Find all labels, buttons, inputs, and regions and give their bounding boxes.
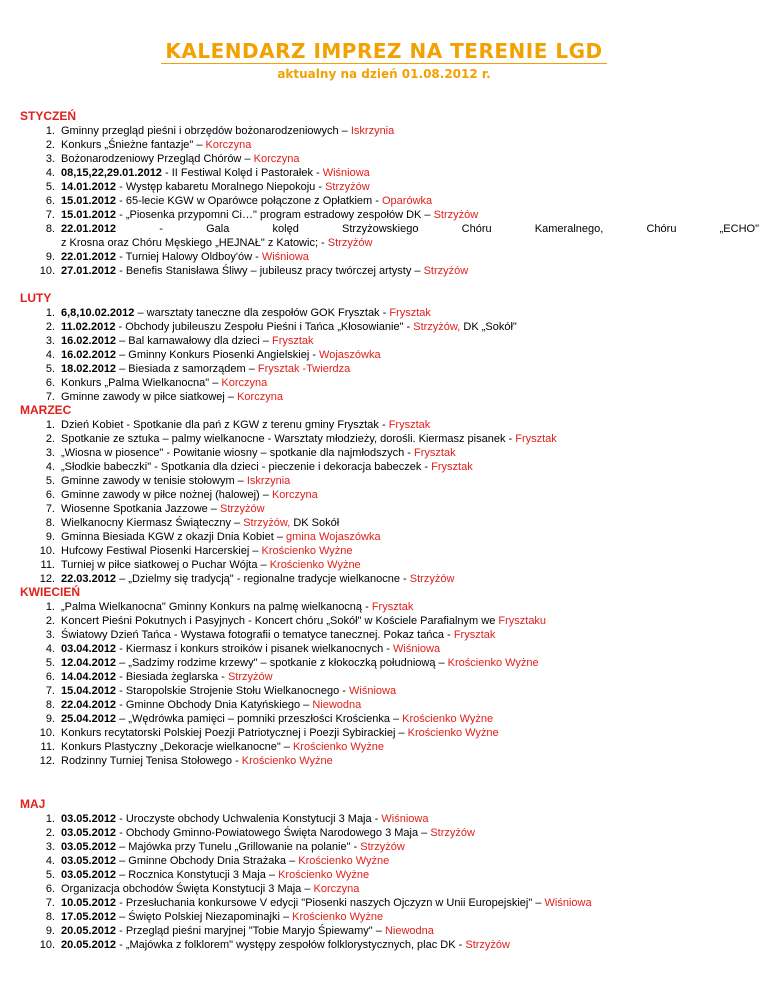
event-date: 22.01.2012	[61, 251, 117, 263]
event-text: Konkurs „Palma Wielkanocna" –	[61, 377, 222, 389]
event-text: – Bal karnawałowy dla dzieci –	[116, 335, 272, 347]
event-text: Konkurs recytatorski Polskiej Poezji Patriotycznej i Poezji Sybirackiej –	[61, 727, 408, 739]
event-number: 5.	[45, 181, 55, 193]
event-text: – „Wędrówka pamięci – pomniki przeszłości Krościenka –	[116, 713, 403, 725]
event-item	[20, 320, 759, 334]
event-date: 03.05.2012	[61, 841, 117, 853]
event-date: 15.01.2012	[61, 195, 117, 207]
event-date: 25.04.2012	[61, 713, 117, 725]
event-item	[20, 896, 759, 910]
event-item	[20, 812, 759, 826]
event-date: 20.05.2012	[61, 925, 117, 937]
event-extra: DK Sokół	[290, 517, 340, 529]
event-text: Gminne zawody w piłce siatkowej –	[61, 391, 238, 403]
event-text: - Benefis Stanisława Śliwy – jubileusz pracy twórczej artysty –	[116, 265, 424, 277]
event-date: 03.05.2012	[61, 827, 117, 839]
event-word: Kameralnego,	[534, 223, 604, 235]
event-number: 8.	[45, 911, 55, 923]
event-list	[20, 812, 759, 952]
event-text: – Gminny Konkurs Piosenki Angielskiej -	[116, 349, 320, 361]
event-item	[20, 840, 759, 854]
event-text: „Słodkie babeczki" - Spotkania dla dzieci - pieczenie i dekoracja babeczek -	[61, 461, 432, 473]
event-number: 9.	[45, 925, 55, 937]
event-item	[20, 446, 759, 460]
event-date: 11.02.2012	[61, 321, 116, 333]
event-text: Konkurs Plastyczny „Dekoracje wielkanocne" –	[61, 741, 293, 753]
event-place: Krościenko Wyżne	[278, 869, 370, 881]
document-subtitle: aktualny na dzień 01.08.2012 r.	[277, 67, 491, 81]
event-date: 22.03.2012	[61, 573, 117, 585]
event-text: Organizacja obchodów Święta Konstytucji 3 Maja –	[61, 883, 314, 895]
event-word: Strzyżowskiego	[342, 223, 419, 235]
event-number: 2.	[45, 321, 55, 333]
event-date: 16.02.2012	[61, 335, 117, 347]
event-number: 4.	[45, 855, 55, 867]
event-place: Wiśniowa	[261, 251, 309, 263]
event-item	[20, 124, 759, 138]
event-item	[20, 544, 759, 558]
event-place: Krościenko Wyżne	[241, 755, 333, 767]
event-place: Strzyżów	[465, 939, 510, 951]
month-section-marzec	[20, 402, 759, 586]
event-text: Rodzinny Turniej Tenisa Stołowego -	[61, 755, 242, 767]
event-text: Koncert Pieśni Pokutnych i Pasyjnych - Koncert chóru „Sokół" w Kościele Parafialnym we	[61, 615, 499, 627]
event-place: Krościenko Wyżne	[298, 855, 390, 867]
event-number: 10.	[39, 727, 55, 739]
event-number: 9.	[45, 531, 55, 543]
event-place: Strzyżów	[433, 209, 479, 221]
event-text: – Święto Polskiej Niezapominajki –	[116, 911, 293, 923]
event-number: 7.	[45, 897, 55, 909]
event-place: Strzyżów,	[413, 321, 461, 333]
event-number: 3.	[45, 447, 55, 459]
event-text: Gminna Biesiada KGW z okazji Dnia Kobiet –	[61, 531, 286, 543]
event-text: - Obchody jubileuszu Zespołu Pieśni i Tańca „Kłosowianie" -	[115, 321, 414, 333]
event-item	[20, 334, 759, 348]
event-number: 4.	[45, 167, 55, 179]
event-number: 3.	[45, 841, 55, 853]
event-date: 22.04.2012	[61, 699, 117, 711]
event-place: Korczyna	[313, 883, 360, 895]
event-number: 9.	[45, 713, 55, 725]
event-item	[20, 614, 759, 628]
event-item	[20, 754, 759, 768]
event-text: - Obchody Gminno-Powiatowego Święta Narodowego 3 Maja –	[116, 827, 431, 839]
event-text: - II Festiwal Kolęd i Pastorałek -	[161, 167, 323, 179]
event-text: - Biesiada żeglarska -	[116, 671, 228, 683]
event-date: 15.01.2012	[61, 209, 117, 221]
event-number: 11.	[40, 559, 55, 571]
event-place: gmina Wojaszówka	[286, 531, 381, 543]
event-number: 8.	[45, 699, 55, 711]
event-place: Frysztak	[389, 307, 431, 319]
event-place: Strzyżów	[219, 503, 265, 515]
event-number: 7.	[45, 685, 55, 697]
event-date: 22.01.2012	[61, 223, 117, 235]
event-number: 12.	[39, 755, 55, 767]
event-text: Wielkanocny Kiermasz Świąteczny –	[61, 517, 244, 529]
event-item	[20, 474, 759, 488]
event-extra: DK „Sokół"	[460, 321, 517, 333]
event-number: 6.	[45, 671, 55, 683]
event-date: 18.02.2012	[61, 363, 117, 375]
event-place: Strzyżów	[327, 237, 373, 249]
month-section-kwiecien	[20, 584, 759, 768]
event-place: Frysztak -Twierdza	[257, 363, 351, 375]
document-title: KALENDARZ IMPREZ NA TERENIE LGD	[161, 40, 606, 64]
event-item	[20, 516, 759, 530]
event-date: 03.05.2012	[61, 855, 117, 867]
event-place: Niewodna	[384, 925, 434, 937]
event-text: „Palma Wielkanocna" Gminny Konkurs na palmę wielkanocną -	[61, 601, 372, 613]
month-heading: MAJ	[20, 797, 46, 811]
event-word: Chóru	[461, 223, 492, 235]
event-number: 10.	[39, 939, 55, 951]
event-text: - 65-lecie KGW w Oparówce połączone z Opłatkiem -	[116, 195, 382, 207]
event-number: 2.	[45, 139, 55, 151]
event-date: 17.05.2012	[61, 911, 117, 923]
event-list	[20, 306, 759, 404]
month-section-styczen	[20, 108, 759, 278]
event-place: Niewodna	[312, 699, 362, 711]
event-number: 7.	[45, 503, 55, 515]
event-date: 27.01.2012	[61, 265, 117, 277]
event-place: Frysztak	[515, 433, 557, 445]
event-place: Strzyżów	[325, 181, 370, 193]
event-text: Gminny przegląd pieśni i obrzędów bożonarodzeniowych –	[61, 125, 351, 137]
event-item	[20, 152, 759, 166]
event-number: 1.	[45, 307, 55, 319]
event-date: 14.01.2012	[61, 181, 117, 193]
event-text: Spotkanie ze sztuka – palmy wielkanocne - Warsztaty młodzieży, dorośli. Kiermasz pisanek -	[61, 433, 516, 445]
event-number: 9.	[45, 251, 55, 263]
event-item	[20, 306, 759, 320]
event-text: Dzień Kobiet - Spotkanie dla pań z KGW z terenu gminy Frysztak -	[61, 419, 389, 431]
event-item	[20, 740, 759, 754]
event-number: 1.	[45, 813, 55, 825]
event-text: - Kiermasz i konkurs stroików i pisanek wielkanocnych -	[116, 643, 393, 655]
event-date: 20.05.2012	[61, 939, 117, 951]
event-text: - Uroczyste obchody Uchwalenia Konstytucji 3 Maja -	[116, 813, 382, 825]
event-item	[20, 854, 759, 868]
event-text: - „Piosenka przypomni Ci…" program estradowy zespołów DK –	[116, 209, 434, 221]
event-text: z Krosna oraz Chóru Męskiego „HEJNAŁ" z Katowic; -	[61, 237, 328, 249]
event-text: Wiosenne Spotkania Jazzowe –	[61, 503, 220, 515]
month-section-maj	[20, 796, 759, 952]
event-place: Krościenko Wyżne	[261, 545, 353, 557]
event-text: Hufcowy Festiwal Piosenki Harcerskiej –	[61, 545, 262, 557]
event-text: – warsztaty taneczne dla zespołów GOK Frysztak -	[134, 307, 390, 319]
event-place: Strzyżów	[430, 827, 475, 839]
event-text: - Turniej Halowy Oldboy'ów -	[116, 251, 262, 263]
event-date: 6,8,10.02.2012	[61, 307, 135, 319]
event-place: Iskrzynia	[350, 125, 395, 137]
event-item	[20, 910, 759, 924]
month-heading: MARZEC	[20, 403, 72, 417]
event-number: 1.	[45, 601, 55, 613]
event-number: 4.	[45, 349, 55, 361]
event-item	[20, 502, 759, 516]
event-number: 2.	[45, 827, 55, 839]
event-item	[20, 460, 759, 474]
event-date: 03.05.2012	[61, 869, 117, 881]
event-number: 3.	[45, 153, 55, 165]
month-heading: KWIECIEŃ	[20, 585, 80, 599]
event-item	[20, 418, 759, 432]
event-list	[20, 124, 759, 278]
event-date: 03.05.2012	[61, 813, 117, 825]
event-place: Wiśniowa	[349, 685, 397, 697]
event-place: Krościenko Wyżne	[292, 741, 384, 753]
event-date: 16.02.2012	[61, 349, 117, 361]
event-number: 10.	[39, 545, 55, 557]
event-item	[20, 670, 759, 684]
event-number: 8.	[45, 223, 55, 235]
event-item	[20, 938, 759, 952]
event-number: 11.	[40, 741, 55, 753]
event-place: Krościenko Wyżne	[269, 559, 361, 571]
event-item	[20, 882, 759, 896]
event-place: Frysztak	[271, 335, 314, 347]
document-header	[0, 40, 768, 81]
event-text: Gminne zawody w tenisie stołowym –	[61, 475, 247, 487]
event-item	[20, 530, 759, 544]
event-number: 6.	[45, 489, 55, 501]
event-text: Turniej w piłce siatkowej o Puchar Wójta –	[61, 559, 270, 571]
event-place: Korczyna	[205, 139, 252, 151]
event-place: Wiśniowa	[544, 897, 592, 909]
event-word: Gala	[206, 223, 230, 235]
event-text: - „Majówka z folklorem" występy zespołów folklorystycznych, plac DK -	[116, 939, 466, 951]
event-item	[20, 432, 759, 446]
event-item	[20, 138, 759, 152]
event-item	[20, 712, 759, 726]
month-heading: STYCZEŃ	[20, 109, 77, 123]
event-text: - Występ kabaretu Moralnego Niepokoju -	[116, 181, 326, 193]
event-text: – Rocznica Konstytucji 3 Maja –	[116, 869, 279, 881]
event-text: Bożonarodzeniowy Przegląd Chórów –	[61, 153, 254, 165]
event-item	[20, 488, 759, 502]
event-number: 3.	[45, 335, 55, 347]
event-text: Światowy Dzień Tańca - Wystawa fotografii o tematyce tanecznej. Pokaz tańca -	[61, 629, 454, 641]
event-item	[20, 684, 759, 698]
event-text: - Gminne Obchody Dnia Katyńskiego –	[116, 699, 313, 711]
event-justified-line	[61, 222, 759, 236]
event-item	[20, 180, 759, 194]
event-word: „ECHO"	[719, 223, 759, 235]
event-date: 12.04.2012	[61, 657, 117, 669]
event-item	[20, 726, 759, 740]
event-number: 5.	[45, 475, 55, 487]
event-item	[20, 628, 759, 642]
event-number: 6.	[45, 883, 55, 895]
event-date: 14.04.2012	[61, 671, 117, 683]
event-number: 5.	[45, 363, 55, 375]
event-item	[20, 208, 759, 222]
event-item	[20, 362, 759, 376]
event-continuation-line	[61, 236, 759, 250]
event-number: 5.	[45, 657, 55, 669]
event-number: 8.	[45, 517, 55, 529]
event-place: Frysztak	[371, 601, 414, 613]
event-number: 2.	[45, 615, 55, 627]
event-item	[20, 376, 759, 390]
event-place: Wiśniowa	[322, 167, 370, 179]
event-place: Frysztak	[453, 629, 496, 641]
event-text: „Wiosna w piosence" - Powitanie wiosny – spotkanie dla najmłodszych -	[61, 447, 415, 459]
event-place: Korczyna	[237, 391, 283, 403]
event-place: Korczyna	[271, 489, 318, 501]
event-place: Wiśniowa	[393, 643, 441, 655]
event-item	[20, 868, 759, 882]
event-text: - Przesłuchania konkursowe V edycji "Piosenki naszych Ojczyzn w Unii Europejskiej" –	[116, 897, 545, 909]
event-place: Frysztak	[414, 447, 456, 459]
event-number: 2.	[45, 433, 55, 445]
event-item	[20, 194, 759, 208]
event-item	[20, 600, 759, 614]
event-place: Strzyżów	[227, 671, 273, 683]
event-place: Strzyżów	[409, 573, 455, 585]
event-number: 4.	[45, 461, 55, 473]
event-item	[20, 642, 759, 656]
event-item	[20, 166, 759, 180]
month-section-luty	[20, 290, 759, 404]
event-text: - Staropolskie Strojenie Stołu Wielkanocnego -	[116, 685, 350, 697]
event-place: Strzyżów	[423, 265, 469, 277]
month-heading: LUTY	[20, 291, 52, 305]
event-date: 03.04.2012	[61, 643, 117, 655]
event-place: Frysztaku	[498, 615, 547, 627]
event-number: 1.	[45, 419, 55, 431]
event-number: 3.	[45, 629, 55, 641]
event-word: -	[159, 223, 163, 235]
event-place: Wojaszówka	[319, 349, 381, 361]
event-place: Krościenko Wyżne	[447, 657, 539, 669]
event-place: Krościenko Wyżne	[407, 727, 499, 739]
event-number: 4.	[45, 643, 55, 655]
event-item	[20, 698, 759, 712]
event-number: 6.	[45, 195, 55, 207]
event-text: Gminne zawody w piłce nożnej (halowej) –	[61, 489, 272, 501]
event-item	[20, 558, 759, 572]
event-number: 1.	[45, 125, 55, 137]
event-number: 7.	[45, 209, 55, 221]
event-place: Oparówka	[382, 195, 433, 207]
event-item	[20, 250, 759, 264]
event-item	[20, 924, 759, 938]
event-item	[20, 826, 759, 840]
event-text: - Przegląd pieśni maryjnej "Tobie Maryjo Śpiewamy" –	[116, 925, 385, 937]
event-text: – „Sadzimy rodzime krzewy" – spotkanie z kłokoczką południową –	[116, 657, 448, 669]
event-item	[20, 348, 759, 362]
event-text: – Majówka przy Tunelu „Grillowanie na polanie" -	[116, 841, 361, 853]
event-date: 10.05.2012	[61, 897, 117, 909]
event-place: Korczyna	[221, 377, 268, 389]
event-number: 7.	[45, 391, 55, 403]
event-number: 6.	[45, 377, 55, 389]
event-item	[20, 222, 759, 250]
event-text: – „Dzielmy się tradycją" - regionalne tradycje wielkanocne -	[116, 573, 410, 585]
event-item	[20, 264, 759, 278]
event-text: – Biesiada z samorządem –	[116, 363, 258, 375]
event-place: Korczyna	[253, 153, 300, 165]
event-place: Frysztak	[388, 419, 431, 431]
event-word: Chóru	[646, 223, 677, 235]
event-text: Konkurs „Śnieżne fantazje" –	[61, 139, 206, 151]
event-number: 5.	[45, 869, 55, 881]
event-date: 15.04.2012	[61, 685, 117, 697]
event-number: 10.	[39, 265, 55, 277]
event-list	[20, 600, 759, 768]
event-place: Krościenko Wyżne	[402, 713, 494, 725]
event-date: 08,15,22,29.01.2012	[61, 167, 162, 179]
event-place: Strzyżów	[360, 841, 405, 853]
event-list	[20, 418, 759, 586]
event-word: kolęd	[272, 223, 299, 235]
event-place: Wiśniowa	[381, 813, 429, 825]
event-place: Krościenko Wyżne	[292, 911, 384, 923]
event-place: Strzyżów,	[243, 517, 291, 529]
event-place: Iskrzynia	[246, 475, 291, 487]
event-text: – Gminne Obchody Dnia Strażaka –	[116, 855, 299, 867]
event-place: Frysztak	[431, 461, 473, 473]
event-item	[20, 656, 759, 670]
event-number: 12.	[39, 573, 55, 585]
